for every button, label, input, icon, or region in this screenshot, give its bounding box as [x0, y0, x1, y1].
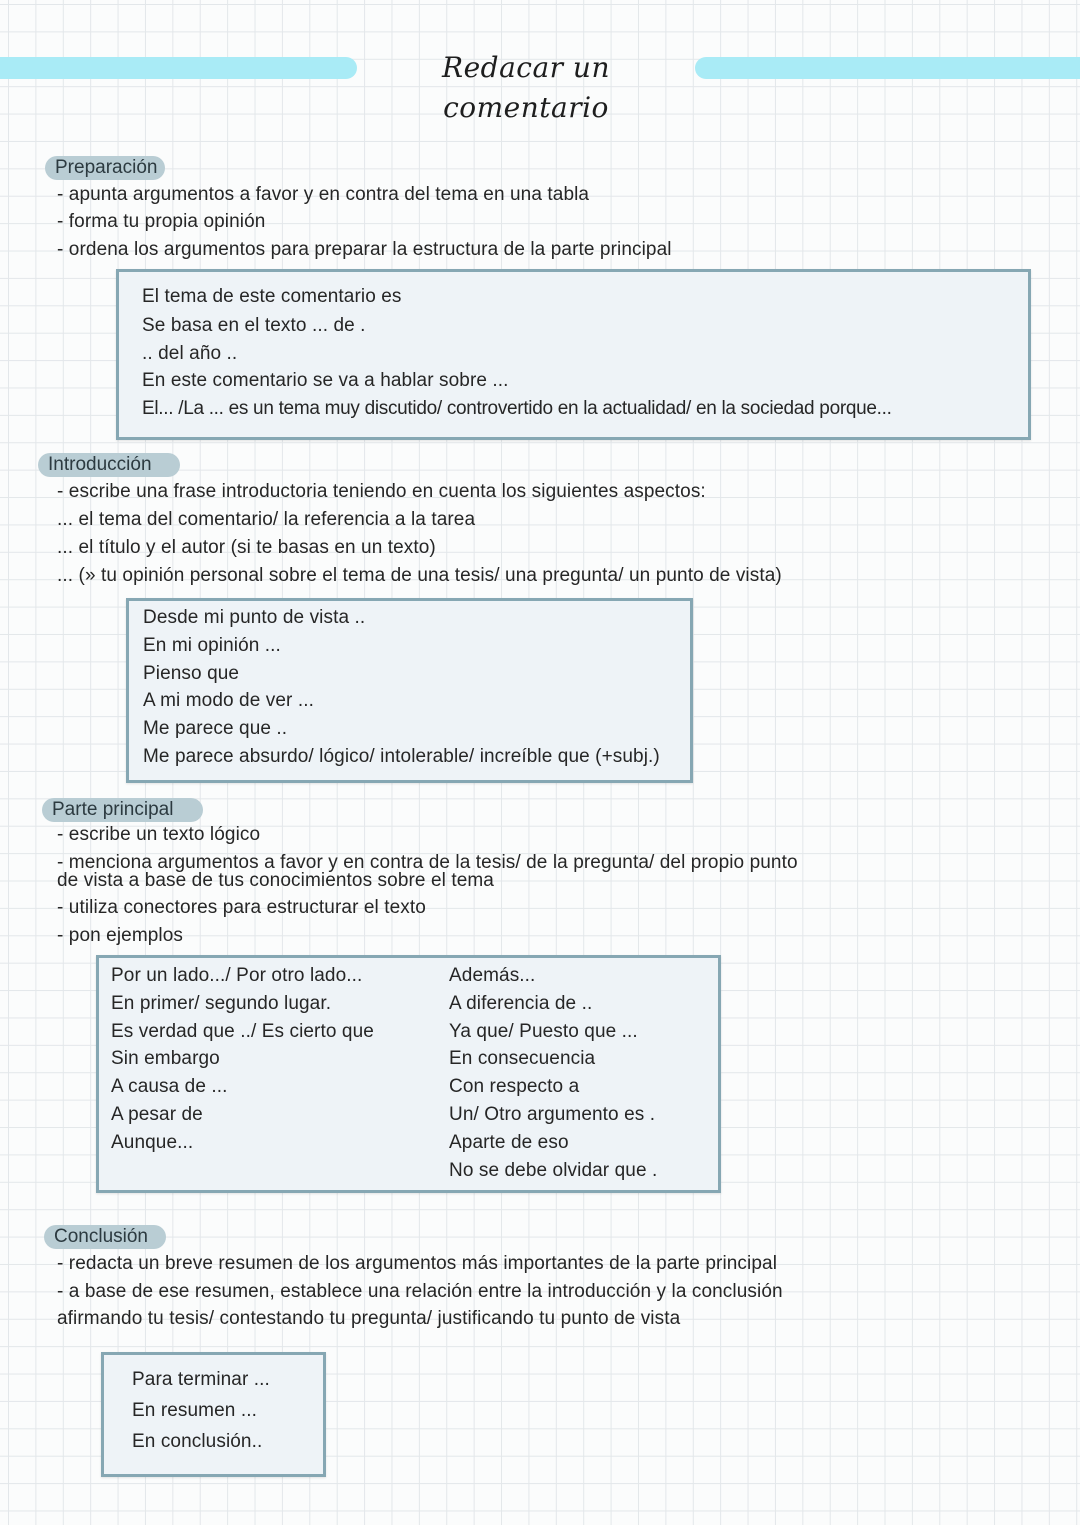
connector: A diferencia de .. [449, 993, 593, 1014]
title-bar-right [695, 57, 1080, 79]
phrase: Se basa en el texto ... de . [142, 315, 366, 336]
list-item: - a base de ese resumen, establece una relación entre la introducción y la conclusión [57, 1281, 783, 1302]
phrase: A mi modo de ver ... [143, 690, 314, 711]
connector: Un/ Otro argumento es . [449, 1104, 656, 1125]
list-item: afirmando tu tesis/ contestando tu pregunta/ justificando tu punto de vista [57, 1308, 681, 1329]
phrase: .. del año .. [142, 343, 238, 364]
connector: Por un lado.../ Por otro lado... [111, 965, 363, 986]
list-item: - utiliza conectores para estructurar el texto [57, 897, 426, 918]
list-item: - menciona argumentos a favor y en contra de la tesis/ de la pregunta/ del propio punto [57, 852, 798, 873]
list-item: - escribe una frase introductoria teniendo en cuenta los siguientes aspectos: [57, 481, 706, 502]
connector: Sin embargo [111, 1048, 220, 1069]
connector: Ya que/ Puesto que ... [449, 1021, 638, 1042]
list-item: - ordena los argumentos para preparar la estructura de la parte principal [57, 239, 672, 260]
phrase: En este comentario se va a hablar sobre ... [142, 370, 509, 391]
list-item: ... el título y el autor (si te basas en un texto) [57, 537, 436, 558]
list-item: ... (» tu opinión personal sobre el tema de una tesis/ una pregunta/ un punto de vista) [57, 565, 782, 586]
connector: A pesar de [111, 1104, 203, 1125]
phrase: En resumen ... [132, 1400, 257, 1421]
phrase: Me parece absurdo/ lógico/ intolerable/ increíble que (+subj.) [143, 746, 660, 767]
connector: Aparte de eso [449, 1132, 569, 1153]
connector: Es verdad que ../ Es cierto que [111, 1021, 374, 1042]
section-label-preparacion: Preparación [45, 156, 165, 180]
list-item: - redacta un breve resumen de los argumentos más importantes de la parte principal [57, 1253, 778, 1274]
list-item: - apunta argumentos a favor y en contra del tema en una tabla [57, 184, 590, 205]
list-item: - pon ejemplos [57, 925, 184, 946]
connector: En consecuencia [449, 1048, 596, 1069]
list-item: ... el tema del comentario/ la referencia a la tarea [57, 509, 476, 530]
phrase: Pienso que [143, 663, 240, 684]
title-bar-left [0, 57, 357, 79]
list-item: - forma tu propia opinión [57, 211, 266, 232]
connector: En primer/ segundo lugar. [111, 993, 332, 1014]
phrase: Para terminar ... [132, 1369, 270, 1390]
list-item: - escribe un texto lógico [57, 824, 261, 845]
section-label-conclusion: Conclusión [44, 1225, 166, 1249]
section-label-introduccion: Introducción [38, 453, 180, 477]
connector: Además... [449, 965, 536, 986]
phrase: Me parece que .. [143, 718, 288, 739]
phrase: El... /La ... es un tema muy discutido/ controvertido en la actualidad/ en la sociedad porque... [142, 398, 892, 419]
connector: A causa de ... [111, 1076, 228, 1097]
page-title: Redacar un comentario [442, 51, 610, 124]
connector: Con respecto a [449, 1076, 580, 1097]
phrase: En conclusión.. [132, 1431, 263, 1452]
connector: No se debe olvidar que . [449, 1160, 658, 1181]
list-item: de vista a base de tus conocimientos sobre el tema [57, 870, 494, 891]
section-label-parte-principal: Parte principal [42, 798, 203, 822]
phrase: El tema de este comentario es [142, 286, 402, 307]
connector: Aunque... [111, 1132, 194, 1153]
phrase: Desde mi punto de vista .. [143, 607, 366, 628]
phrase: En mi opinión ... [143, 635, 281, 656]
